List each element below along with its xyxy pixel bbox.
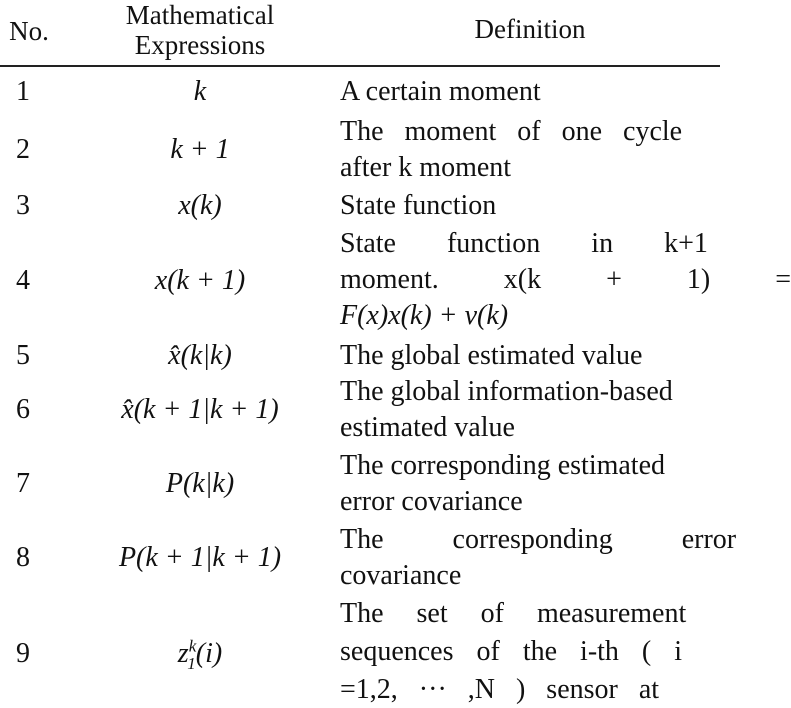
- row-expression: P(k + 1|k + 1): [118, 542, 282, 573]
- expression-superscript: k: [188, 636, 197, 656]
- table-header: [0, 0, 720, 67]
- row-expression: k: [193, 76, 207, 107]
- definition-line: The corresponding error: [340, 524, 737, 555]
- row-definition: [340, 448, 740, 520]
- row-number: 1: [16, 76, 30, 107]
- row-number: 8: [16, 542, 30, 573]
- row-definition: [340, 522, 740, 594]
- table-row: [0, 114, 720, 186]
- definition-line: A certain moment: [340, 76, 541, 107]
- table-row: [0, 448, 720, 520]
- header-no: No.: [9, 16, 49, 46]
- row-number: 3: [16, 190, 30, 221]
- table-row: [0, 74, 720, 110]
- table-row: [0, 338, 720, 374]
- definition-line: sequences of the i-th ( i: [340, 636, 683, 667]
- row-definition: [340, 226, 791, 334]
- definition-line: State function in k+1: [340, 228, 708, 259]
- definition-line: after k moment: [340, 152, 512, 183]
- table-row: [0, 188, 720, 224]
- definition-line: error covariance: [340, 486, 523, 517]
- definition-line: The set of measurement: [340, 598, 687, 629]
- header-expressions-line1: Mathematical: [125, 0, 275, 30]
- row-number: 9: [16, 638, 30, 669]
- row-definition: [340, 374, 740, 446]
- row-expression: P(k|k): [165, 468, 235, 499]
- expression-base: z: [177, 638, 189, 669]
- row-expression: x̂(k|k): [168, 340, 232, 371]
- row-definition: [340, 596, 740, 708]
- row-definition: [340, 114, 740, 186]
- row-number: 6: [16, 394, 30, 425]
- header-definition: Definition: [474, 14, 586, 44]
- expression-tail: (i): [195, 638, 223, 669]
- definition-line: =1,2, ··· ,N ) sensor at: [340, 674, 660, 705]
- row-expression: x̂(k + 1|k + 1): [121, 394, 279, 425]
- row-definition: [340, 74, 740, 110]
- expression-subscript: 1: [187, 653, 196, 673]
- definition-line: The corresponding estimated: [340, 450, 666, 481]
- definition-line: F(x)x(k) + v(k): [340, 300, 509, 331]
- row-expression: [95, 636, 305, 672]
- definition-line: The moment of one cycle: [340, 116, 683, 147]
- row-definition: [340, 188, 740, 224]
- definition-line: The global estimated value: [340, 340, 643, 371]
- definition-line: covariance: [340, 560, 462, 591]
- row-expression: x(k): [178, 190, 222, 221]
- row-definition: [340, 338, 740, 374]
- table-row: [0, 596, 720, 708]
- definition-line: estimated value: [340, 412, 515, 443]
- row-expression: x(k + 1): [154, 265, 246, 296]
- definition-line: State function: [340, 190, 497, 221]
- row-number: 4: [16, 265, 30, 296]
- row-expression: k + 1: [170, 134, 230, 165]
- table-row: [0, 374, 720, 446]
- row-number: 5: [16, 340, 30, 371]
- table-row: [0, 226, 791, 336]
- row-number: 2: [16, 134, 30, 165]
- definition-line: moment. x(k + 1) =: [340, 264, 791, 295]
- row-number: 7: [16, 468, 30, 499]
- header-expressions: [95, 0, 305, 60]
- header-expressions-line2: Expressions: [134, 30, 266, 60]
- table-row: [0, 522, 737, 594]
- definition-line: The global information-based: [340, 376, 673, 407]
